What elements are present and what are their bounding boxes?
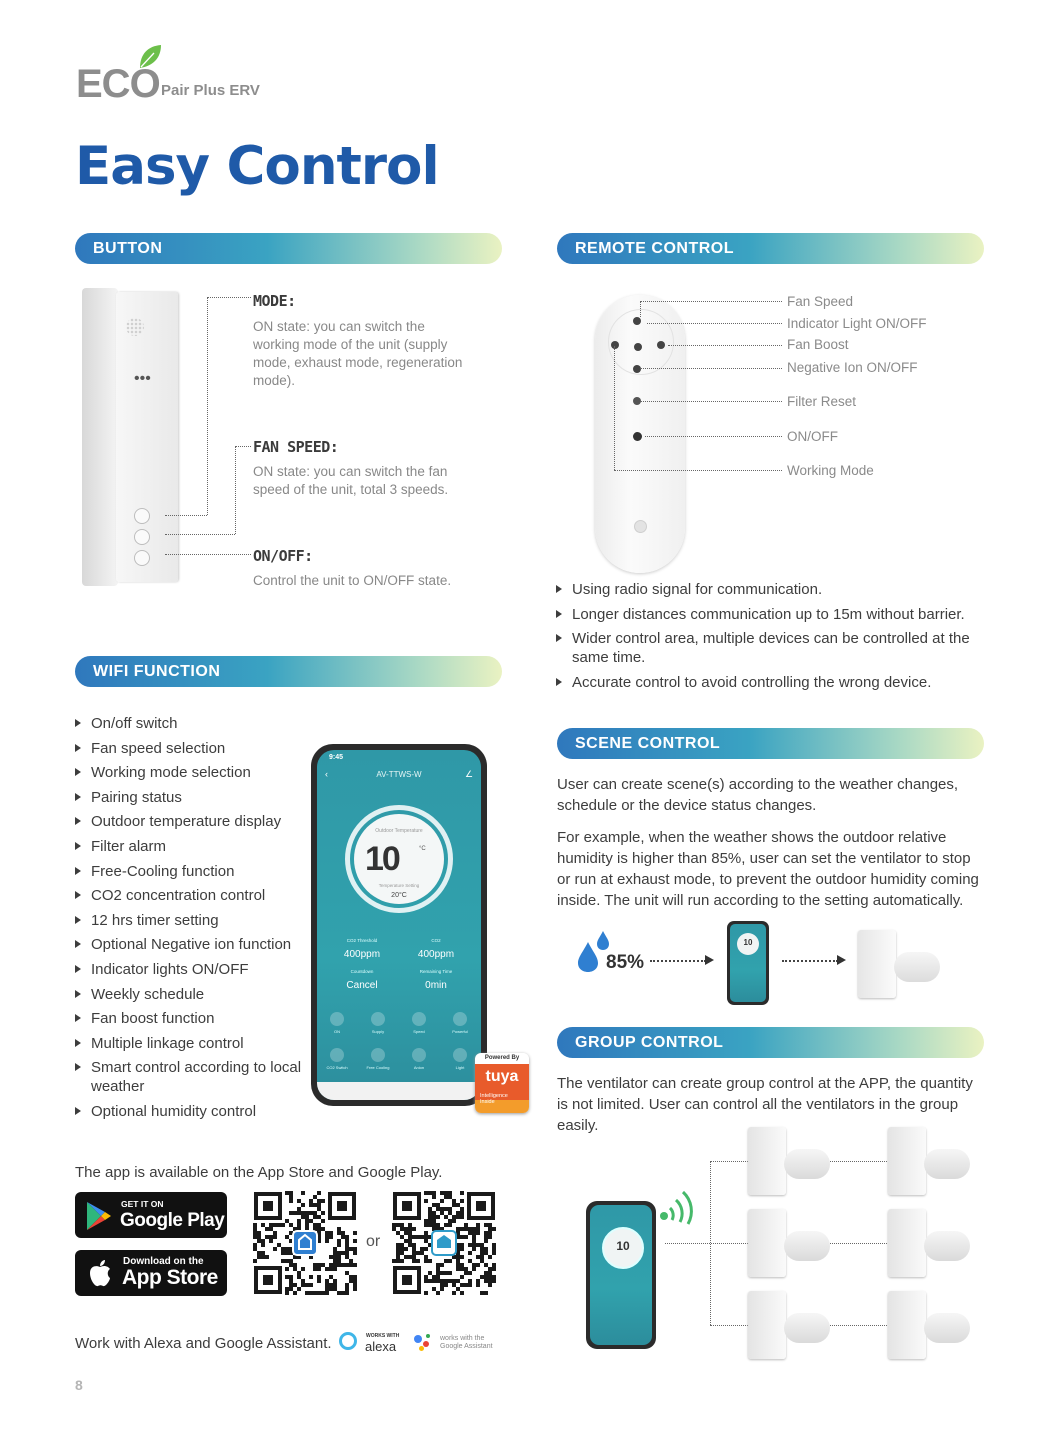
arrow-right-icon (705, 955, 714, 965)
list-item: Multiple linkage control (75, 1034, 310, 1053)
fan-speed-description: ON state: you can switch the fan speed of the unit, total 3 speeds. (253, 464, 449, 497)
row1-label: Supply (371, 1029, 385, 1034)
ventilator-unit-image (888, 1291, 978, 1363)
tuya-logo-text: tuya (485, 1068, 519, 1085)
apple-icon (87, 1258, 113, 1288)
remote-label-working-mode: Working Mode (787, 463, 874, 478)
scene-phone-image (727, 921, 769, 1005)
remote-label-onoff: ON/OFF (787, 429, 838, 444)
remaining-value: 0min (425, 980, 447, 991)
list-item: On/off switch (75, 714, 310, 733)
remote-label-fan-boost: Fan Boost (787, 337, 849, 352)
row2-label: Light (455, 1065, 465, 1070)
countdown-label: Countdown (350, 969, 374, 974)
phone-device-name: AV-TTWS-W (376, 770, 422, 779)
scene-paragraph-2: For example, when the weather shows the outdoor relative humidity is higher than 85%, user can set the ventilator to stop or run at exhaust mode, to prevent the outdoor humidity coming inside. The unit will run according to the setting automatically. (557, 829, 979, 909)
remote-label-fan-speed: Fan Speed (787, 294, 854, 309)
co2-switch-icon[interactable] (330, 1048, 344, 1062)
ventilator-unit-image (748, 1291, 838, 1363)
tuya-powered-by: Powered By (484, 1055, 520, 1061)
wall-control-panel-image: ••• (82, 288, 182, 586)
remote-features-list (556, 580, 981, 697)
alexa-small-text: WORKS WITH (366, 1333, 400, 1339)
google-assistant-line2: Google Assistant (440, 1343, 493, 1350)
back-icon[interactable]: ‹ (325, 769, 328, 779)
row1-label: Powerful (452, 1029, 468, 1034)
row1-label: ON (334, 1029, 340, 1034)
list-item: Using radio signal for communication. (556, 580, 981, 599)
list-item: Working mode selection (75, 763, 310, 782)
list-item: Filter alarm (75, 837, 310, 856)
countdown-value[interactable]: Cancel (346, 980, 378, 991)
list-item: Outdoor temperature display (75, 812, 310, 831)
google-assistant-line1: works with the (440, 1335, 485, 1342)
app-phone-mockup (311, 744, 487, 1106)
ventilator-unit-image (858, 930, 944, 1002)
group-phone-image (586, 1201, 656, 1349)
scene-paragraph-1: User can create scene(s) according to the weather changes, schedule or the device status changes. (557, 776, 959, 814)
gauge-label: Outdoor Temperature (375, 828, 423, 834)
remote-label-negative-ion: Negative Ion ON/OFF (787, 360, 918, 375)
app-store-button[interactable] (75, 1250, 227, 1296)
qr-code-google-play[interactable] (392, 1191, 496, 1295)
google-assistant-icon (414, 1335, 422, 1343)
setting-value: 20°C (391, 892, 407, 899)
brand-logo-text: ECO (76, 62, 160, 106)
tuya-badge (475, 1053, 529, 1113)
row2-label: Anion (413, 1065, 425, 1070)
app-availability-text: The app is available on the App Store and Google Play. (75, 1164, 443, 1181)
qr-code-app-store[interactable] (253, 1191, 357, 1295)
app-store-big-text: App Store (122, 1266, 218, 1289)
remaining-label: Remaining Time (419, 969, 453, 974)
tuya-intelligence: Intelligence Inside (480, 1093, 508, 1105)
phone-time: 9:45 (329, 754, 344, 761)
setting-label: Temperature Setting (378, 883, 420, 888)
list-item: Optional Negative ion function (75, 935, 310, 954)
group-phone-value: 10 (616, 1239, 630, 1253)
co2-value: 400ppm (417, 949, 455, 960)
section-heading-group: GROUP CONTROL (557, 1027, 984, 1058)
assistants-text: Work with Alexa and Google Assistant. (75, 1335, 332, 1352)
gauge-unit: °C (419, 846, 426, 852)
alexa-icon (339, 1332, 357, 1350)
list-item: Wider control area, multiple devices can be controlled at the same time. (556, 629, 981, 667)
row1-label: Speed (413, 1029, 425, 1034)
list-item: Fan boost function (75, 1009, 310, 1028)
list-item: CO2 concentration control (75, 886, 310, 905)
product-name: Pair Plus ERV (161, 82, 260, 99)
section-heading-wifi: WIFI FUNCTION (75, 656, 502, 687)
section-heading-scene: SCENE CONTROL (557, 728, 984, 759)
speed-icon[interactable] (412, 1012, 426, 1026)
mode-description: ON state: you can switch the working mode of the unit (supply mode, exhaust mode, regeneration mode). (253, 319, 463, 388)
gauge-value: 10 (365, 840, 399, 878)
page-number: 8 (75, 1377, 83, 1393)
list-item: Pairing status (75, 788, 310, 807)
alexa-badge (339, 1330, 409, 1358)
list-item: Fan speed selection (75, 739, 310, 758)
fan-speed-label: FAN SPEED: (253, 438, 339, 456)
list-item: Free-Cooling function (75, 862, 310, 881)
google-play-small-text: GET IT ON (121, 1199, 164, 1209)
group-paragraph: The ventilator can create group control at the APP, the quantity is not limited. User can control all the ventilators in the group easily. (557, 1075, 973, 1134)
ventilator-unit-image (748, 1127, 838, 1199)
power-icon[interactable] (330, 1012, 344, 1026)
arrow-right-icon (837, 955, 846, 965)
alexa-text: alexa (365, 1339, 397, 1354)
list-item: Accurate control to avoid controlling the wrong device. (556, 673, 981, 692)
wifi-signal-icon (656, 1186, 696, 1226)
ventilator-unit-image (888, 1127, 978, 1199)
mode-label: MODE: (253, 292, 296, 310)
wifi-features-list (75, 714, 310, 1127)
list-item: Weekly schedule (75, 985, 310, 1004)
page-title: Easy Control (75, 136, 439, 197)
google-play-icon (85, 1201, 113, 1231)
remote-label-indicator-light: Indicator Light ON/OFF (787, 316, 927, 331)
scene-phone-value: 10 (743, 938, 753, 947)
google-play-big-text: Google Play (120, 1210, 225, 1231)
ventilator-unit-image (888, 1209, 978, 1281)
google-play-button[interactable] (75, 1192, 227, 1238)
row2-label: CO2 Switch (326, 1065, 348, 1070)
supply-icon[interactable] (371, 1012, 385, 1026)
onoff-label: ON/OFF: (253, 547, 313, 565)
section-heading-remote: REMOTE CONTROL (557, 233, 984, 264)
list-item: Smart control according to local weather (75, 1058, 310, 1096)
onoff-description: Control the unit to ON/OFF state. (253, 573, 452, 588)
ventilator-unit-image (748, 1209, 838, 1281)
co2-threshold-label: CO2 Threshold (346, 938, 378, 943)
co2-label: CO2 (431, 938, 441, 943)
list-item: Longer distances communication up to 15m without barrier. (556, 605, 981, 624)
section-heading-button: BUTTON (75, 233, 502, 264)
humidity-value: 85% (606, 952, 645, 973)
edit-icon[interactable]: ∠ (465, 769, 474, 779)
list-item: Optional humidity control (75, 1102, 310, 1121)
remote-label-filter-reset: Filter Reset (787, 394, 857, 409)
leaf-icon (138, 44, 162, 70)
row2-label: Free Cooling (366, 1065, 390, 1070)
free-cooling-icon[interactable] (371, 1048, 385, 1062)
light-icon[interactable] (453, 1048, 467, 1062)
list-item: 12 hrs timer setting (75, 911, 310, 930)
remote-control-image (595, 295, 685, 573)
list-item: Indicator lights ON/OFF (75, 960, 310, 979)
co2-threshold-value[interactable]: 400ppm (343, 949, 381, 960)
anion-icon[interactable] (412, 1048, 426, 1062)
app-store-small-text: Download on the (123, 1256, 204, 1267)
google-assistant-badge (414, 1331, 504, 1359)
or-text: or (366, 1233, 381, 1250)
powerful-icon[interactable] (453, 1012, 467, 1026)
